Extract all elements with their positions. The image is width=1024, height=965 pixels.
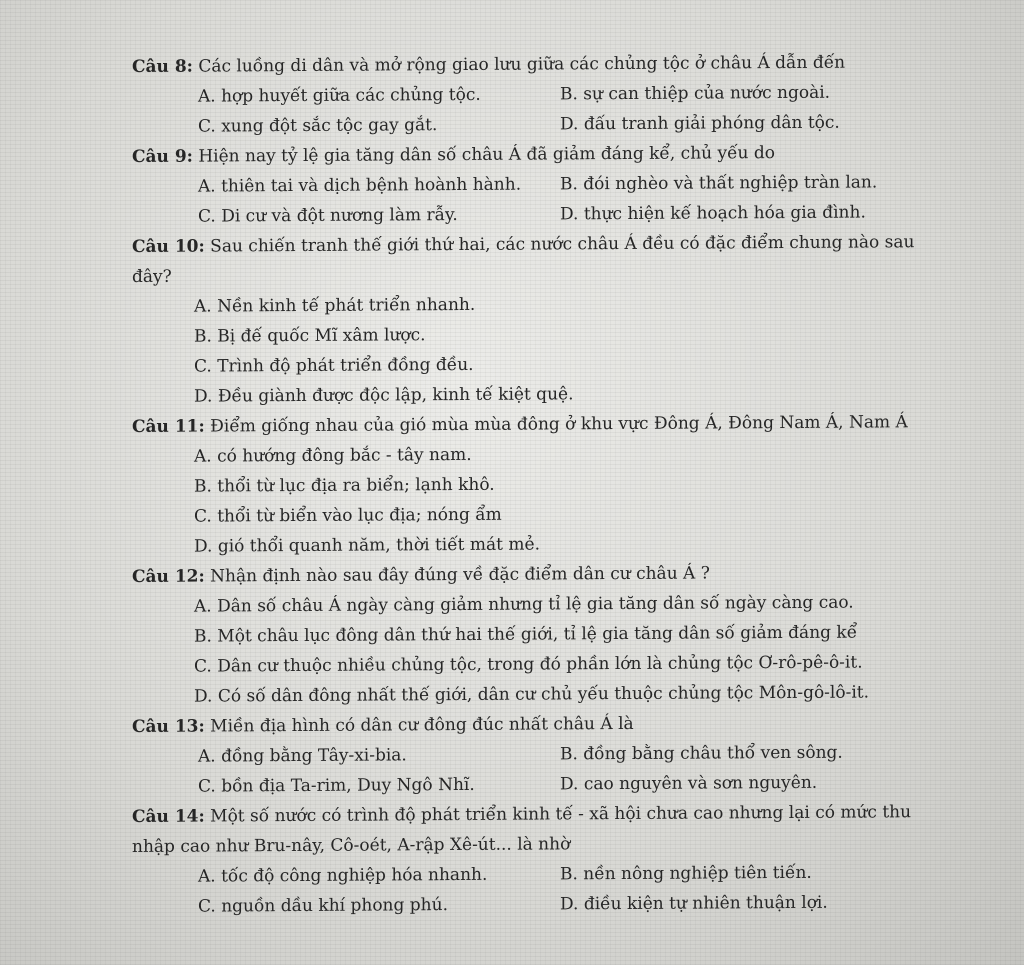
q13-option-d: D. cao nguyên và sơn nguyên. [560, 772, 818, 795]
question-14 [132, 797, 922, 862]
q12-option-c: C. Dân cư thuộc nhiều chủng tộc, trong đó phần lớn là chủng tộc Ơ-rô-pê-ô-it. [194, 652, 863, 677]
q12-option-b: B. Một châu lục đông dân thứ hai thế giới, tỉ lệ gia tăng dân số giảm đáng kể [194, 622, 858, 647]
question-12-label: Câu 12: [132, 566, 205, 587]
q12-option-d: D. Có số dân đông nhất thế giới, dân cư chủ yếu thuộc chủng tộc Môn-gô-lô-it. [194, 682, 870, 707]
q9-option-b: B. đói nghèo và thất nghiệp tràn lan. [560, 172, 878, 195]
question-8-options [198, 77, 922, 141]
question-14-text: Một số nước có trình độ phát triển kinh tế - xã hội chưa cao nhưng lại có mức thu nhập cao như Bru-nây, Cô-oét, A-rập Xê-út... là nhờ [132, 802, 912, 857]
q12-option-a: A. Dân số châu Á ngày càng giảm nhưng tỉ lệ gia tăng dân số ngày càng cao. [194, 592, 854, 617]
question-9-label: Câu 9: [132, 146, 193, 167]
q8-option-b: B. sự can thiệp của nước ngoài. [560, 82, 831, 105]
q9-option-d: D. thực hiện kế hoạch hóa gia đình. [560, 202, 866, 225]
question-9-options [198, 167, 922, 231]
question-8-text: Các luồng di dân và mở rộng giao lưu giữa các chủng tộc ở châu Á dẫn đến [192, 52, 846, 77]
question-13-text: Miền địa hình có dân cư đông đúc nhất châu Á là [204, 713, 634, 737]
question-9 [132, 137, 922, 172]
question-list [132, 47, 922, 922]
q13-option-a: A. đồng bằng Tây-xi-bia. [198, 745, 407, 767]
q8-option-a: A. hợp huyết giữa các chủng tộc. [198, 84, 481, 107]
q10-option-a: A. Nền kinh tế phát triển nhanh. [194, 294, 476, 317]
q11-option-b: B. thổi từ lục địa ra biển; lạnh khô. [194, 474, 495, 497]
question-11-label: Câu 11: [132, 416, 205, 437]
q14-option-b: B. nền nông nghiệp tiên tiến. [560, 862, 812, 885]
question-9-text: Hiện nay tỷ lệ gia tăng dân số châu Á đã giảm đáng kể, chủ yếu do [192, 143, 776, 167]
question-13-label: Câu 13: [132, 716, 205, 737]
question-11-text: Điểm giống nhau của gió mùa mùa đông ở khu vực Đông Á, Đông Nam Á, Nam Á [204, 412, 908, 437]
question-10-text: Sau chiến tranh thế giới thứ hai, các nước châu Á đều có đặc điểm chung nào sau đây? [132, 232, 915, 287]
question-12-options [194, 587, 922, 711]
q14-option-d: D. điều kiện tự nhiên thuận lợi. [560, 892, 828, 915]
q8-option-d: D. đấu tranh giải phóng dân tộc. [560, 112, 840, 135]
q9-option-a: A. thiên tai và dịch bệnh hoành hành. [198, 174, 522, 197]
q13-option-b: B. đồng bằng châu thổ ven sông. [560, 742, 843, 765]
q11-option-d: D. gió thổi quanh năm, thời tiết mát mẻ. [194, 534, 540, 557]
q8-option-c: C. xung đột sắc tộc gay gắt. [198, 115, 438, 137]
question-8 [132, 47, 922, 82]
q11-option-a: A. có hướng đông bắc - tây nam. [194, 444, 472, 467]
question-14-label: Câu 14: [132, 806, 205, 827]
question-10-label: Câu 10: [132, 236, 205, 257]
question-8-label: Câu 8: [132, 56, 193, 77]
q9-option-c: C. Di cư và đột nương làm rẫy. [198, 205, 458, 227]
question-13 [132, 707, 922, 742]
question-10-options [194, 287, 922, 411]
q14-option-a: A. tốc độ công nghiệp hóa nhanh. [198, 864, 488, 887]
question-10 [132, 227, 922, 292]
q11-option-c: C. thổi từ biển vào lục địa; nóng ẩm [194, 504, 502, 527]
question-14-options [198, 857, 922, 921]
q13-option-c: C. bồn địa Ta-rim, Duy Ngô Nhĩ. [198, 774, 475, 797]
q10-option-b: B. Bị đế quốc Mĩ xâm lược. [194, 325, 426, 347]
question-13-options [198, 737, 922, 801]
q14-option-c: C. nguồn dầu khí phong phú. [198, 895, 448, 917]
q10-option-c: C. Trình độ phát triển đồng đều. [194, 354, 474, 377]
question-12-text: Nhận định nào sau đây đúng về đặc điểm dân cư châu Á ? [204, 563, 710, 587]
question-11-options [194, 437, 922, 561]
q10-option-d: D. Đều giành được độc lập, kinh tế kiệt quệ. [194, 384, 574, 407]
question-12 [132, 557, 922, 592]
question-11 [132, 407, 922, 442]
